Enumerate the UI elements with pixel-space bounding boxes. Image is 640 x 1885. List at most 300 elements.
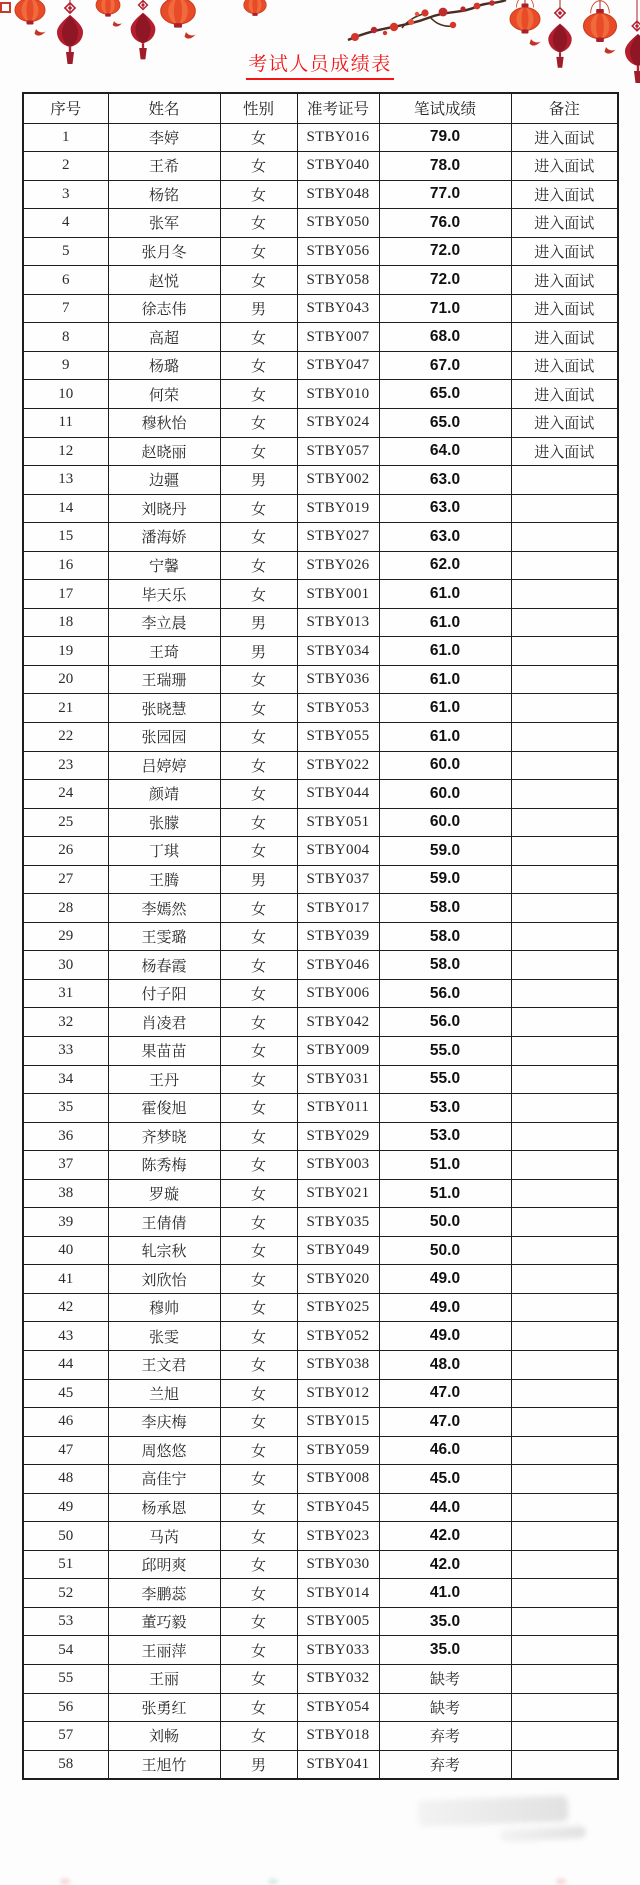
cell-name: 霍俊旭	[108, 1094, 220, 1123]
cell-index: 24	[23, 780, 108, 809]
cell-index: 19	[23, 637, 108, 666]
cell-remark: 进入面试	[511, 408, 618, 437]
cell-index: 10	[23, 380, 108, 409]
header-index: 序号	[23, 93, 108, 123]
cell-gender: 女	[220, 1008, 297, 1037]
table-row	[23, 922, 618, 951]
cell-remark	[511, 979, 618, 1008]
cell-name: 毕天乐	[108, 580, 220, 609]
cell-name: 王腾	[108, 865, 220, 894]
cell-exam-id: STBY033	[297, 1636, 379, 1665]
cell-remark	[511, 1322, 618, 1351]
cell-gender: 女	[220, 751, 297, 780]
cell-score: 64.0	[379, 437, 511, 466]
cell-exam-id: STBY026	[297, 551, 379, 580]
table-row	[23, 1408, 618, 1437]
cell-gender: 女	[220, 1122, 297, 1151]
table-row	[23, 1351, 618, 1380]
cell-index: 47	[23, 1436, 108, 1465]
cell-remark: 进入面试	[511, 437, 618, 466]
cell-gender: 女	[220, 523, 297, 552]
table-row	[23, 1008, 618, 1037]
cell-index: 58	[23, 1750, 108, 1779]
cell-index: 16	[23, 551, 108, 580]
cell-name: 吕婷婷	[108, 751, 220, 780]
cell-exam-id: STBY013	[297, 608, 379, 637]
cell-name: 肖凌君	[108, 1008, 220, 1037]
knot-fragment-icon	[1, 3, 10, 12]
cell-index: 57	[23, 1722, 108, 1751]
cell-name: 张园园	[108, 722, 220, 751]
cell-remark: 进入面试	[511, 209, 618, 238]
cell-exam-id: STBY048	[297, 180, 379, 209]
cell-score: 44.0	[379, 1493, 511, 1522]
table-row	[23, 1579, 618, 1608]
table-row	[23, 1151, 618, 1180]
cell-exam-id: STBY039	[297, 922, 379, 951]
cell-exam-id: STBY051	[297, 808, 379, 837]
cell-remark	[511, 523, 618, 552]
cell-index: 33	[23, 1037, 108, 1066]
table-row	[23, 1094, 618, 1123]
cell-remark	[511, 865, 618, 894]
cell-remark	[511, 1607, 618, 1636]
cell-exam-id: STBY049	[297, 1236, 379, 1265]
cell-remark	[511, 1236, 618, 1265]
cell-remark	[511, 1379, 618, 1408]
table-row	[23, 637, 618, 666]
cell-index: 37	[23, 1151, 108, 1180]
cell-name: 潘海娇	[108, 523, 220, 552]
table-row	[23, 1636, 618, 1665]
cell-gender: 女	[220, 323, 297, 352]
cell-remark: 进入面试	[511, 237, 618, 266]
cell-gender: 女	[220, 1693, 297, 1722]
cell-exam-id: STBY043	[297, 294, 379, 323]
cell-exam-id: STBY016	[297, 123, 379, 152]
cell-gender: 女	[220, 1550, 297, 1579]
cell-name: 李庆梅	[108, 1408, 220, 1437]
cell-score: 弃考	[379, 1750, 511, 1779]
cell-name: 高超	[108, 323, 220, 352]
cell-index: 35	[23, 1094, 108, 1123]
cell-score: 77.0	[379, 180, 511, 209]
cell-name: 颜靖	[108, 780, 220, 809]
cell-score: 78.0	[379, 152, 511, 181]
cell-gender: 女	[220, 408, 297, 437]
cell-gender: 女	[220, 1065, 297, 1094]
cell-name: 杨铭	[108, 180, 220, 209]
table-row	[23, 1293, 618, 1322]
cell-exam-id: STBY034	[297, 637, 379, 666]
cell-index: 42	[23, 1293, 108, 1322]
cell-index: 53	[23, 1607, 108, 1636]
page-title: 考试人员成绩表	[246, 49, 394, 80]
cell-gender: 女	[220, 1322, 297, 1351]
cell-index: 12	[23, 437, 108, 466]
cell-remark	[511, 780, 618, 809]
cell-name: 张勇红	[108, 1693, 220, 1722]
cell-exam-id: STBY008	[297, 1465, 379, 1494]
cell-index: 6	[23, 266, 108, 295]
cell-name: 杨璐	[108, 351, 220, 380]
cell-index: 31	[23, 979, 108, 1008]
table-row	[23, 1037, 618, 1066]
table-row	[23, 323, 618, 352]
table-row	[23, 1265, 618, 1294]
scan-smudge	[500, 1826, 587, 1842]
table-row	[23, 1522, 618, 1551]
cell-gender: 女	[220, 837, 297, 866]
cell-remark	[511, 1351, 618, 1380]
cell-gender: 女	[220, 1636, 297, 1665]
cell-remark	[511, 1265, 618, 1294]
cell-name: 李嫣然	[108, 894, 220, 923]
cell-gender: 女	[220, 951, 297, 980]
cell-score: 63.0	[379, 466, 511, 495]
cell-exam-id: STBY027	[297, 523, 379, 552]
cell-gender: 女	[220, 808, 297, 837]
table-row	[23, 209, 618, 238]
cell-score: 49.0	[379, 1265, 511, 1294]
cell-score: 72.0	[379, 237, 511, 266]
cell-name: 王旭竹	[108, 1750, 220, 1779]
cell-exam-id: STBY006	[297, 979, 379, 1008]
cell-name: 邱明爽	[108, 1550, 220, 1579]
cell-score: 61.0	[379, 694, 511, 723]
cell-score: 79.0	[379, 123, 511, 152]
header-score: 笔试成绩	[379, 93, 511, 123]
cell-remark	[511, 1579, 618, 1608]
cell-exam-id: STBY032	[297, 1665, 379, 1694]
cell-index: 25	[23, 808, 108, 837]
cell-remark: 进入面试	[511, 351, 618, 380]
table-row	[23, 1550, 618, 1579]
cell-exam-id: STBY045	[297, 1493, 379, 1522]
cell-exam-id: STBY029	[297, 1122, 379, 1151]
cell-gender: 男	[220, 294, 297, 323]
cell-name: 王倩倩	[108, 1208, 220, 1237]
cell-remark	[511, 922, 618, 951]
cell-remark	[511, 1693, 618, 1722]
cell-score: 58.0	[379, 922, 511, 951]
table-row	[23, 1065, 618, 1094]
cell-score: 65.0	[379, 380, 511, 409]
cell-name: 刘欣怡	[108, 1265, 220, 1294]
cell-exam-id: STBY035	[297, 1208, 379, 1237]
cell-index: 41	[23, 1265, 108, 1294]
cell-gender: 女	[220, 1436, 297, 1465]
cell-exam-id: STBY012	[297, 1379, 379, 1408]
cell-exam-id: STBY055	[297, 722, 379, 751]
table-row	[23, 466, 618, 495]
cell-remark	[511, 637, 618, 666]
cell-gender: 女	[220, 123, 297, 152]
cell-index: 18	[23, 608, 108, 637]
cell-exam-id: STBY023	[297, 1522, 379, 1551]
cell-exam-id: STBY053	[297, 694, 379, 723]
cell-score: 72.0	[379, 266, 511, 295]
cell-index: 55	[23, 1665, 108, 1694]
cell-gender: 女	[220, 1037, 297, 1066]
table-row	[23, 837, 618, 866]
table-row	[23, 294, 618, 323]
table-row	[23, 894, 618, 923]
cell-index: 30	[23, 951, 108, 980]
cell-exam-id: STBY054	[297, 1693, 379, 1722]
cell-score: 60.0	[379, 751, 511, 780]
cell-index: 38	[23, 1179, 108, 1208]
cell-remark	[511, 1151, 618, 1180]
table-row	[23, 1322, 618, 1351]
table-row	[23, 1179, 618, 1208]
cell-remark	[511, 1750, 618, 1779]
cell-exam-id: STBY025	[297, 1293, 379, 1322]
cell-remark	[511, 694, 618, 723]
plum-branch-icon	[348, 0, 506, 41]
cell-index: 2	[23, 152, 108, 181]
cell-name: 高佳宁	[108, 1465, 220, 1494]
cell-name: 边疆	[108, 466, 220, 495]
cell-score: 63.0	[379, 523, 511, 552]
score-table-header	[23, 93, 618, 123]
cell-remark	[511, 1493, 618, 1522]
header-exam-id: 准考证号	[297, 93, 379, 123]
cell-name: 王丹	[108, 1065, 220, 1094]
cell-remark	[511, 894, 618, 923]
cell-index: 54	[23, 1636, 108, 1665]
cell-remark	[511, 951, 618, 980]
cell-score: 60.0	[379, 780, 511, 809]
cell-score: 63.0	[379, 494, 511, 523]
table-row	[23, 1436, 618, 1465]
cell-score: 49.0	[379, 1322, 511, 1351]
table-row	[23, 351, 618, 380]
table-row	[23, 580, 618, 609]
cell-index: 28	[23, 894, 108, 923]
scan-speck	[556, 1879, 566, 1884]
cell-exam-id: STBY021	[297, 1179, 379, 1208]
cell-gender: 女	[220, 152, 297, 181]
cell-gender: 女	[220, 922, 297, 951]
cell-remark	[511, 1122, 618, 1151]
table-row	[23, 1665, 618, 1694]
cell-remark	[511, 1636, 618, 1665]
scan-smudge	[418, 1795, 569, 1826]
cell-name: 李立晨	[108, 608, 220, 637]
cell-score: 61.0	[379, 722, 511, 751]
cell-score: 67.0	[379, 351, 511, 380]
cell-name: 兰旭	[108, 1379, 220, 1408]
cell-gender: 女	[220, 1179, 297, 1208]
cell-remark	[511, 608, 618, 637]
cell-exam-id: STBY038	[297, 1351, 379, 1380]
table-row	[23, 152, 618, 181]
score-table-body	[23, 123, 618, 1779]
cell-index: 44	[23, 1351, 108, 1380]
cell-gender: 女	[220, 722, 297, 751]
cell-exam-id: STBY002	[297, 466, 379, 495]
cell-index: 14	[23, 494, 108, 523]
cell-score: 51.0	[379, 1151, 511, 1180]
cell-gender: 女	[220, 580, 297, 609]
cell-exam-id: STBY007	[297, 323, 379, 352]
cell-remark: 进入面试	[511, 380, 618, 409]
cell-name: 丁琪	[108, 837, 220, 866]
cell-name: 王丽	[108, 1665, 220, 1694]
cell-exam-id: STBY030	[297, 1550, 379, 1579]
cell-name: 轧宗秋	[108, 1236, 220, 1265]
cell-name: 张月冬	[108, 237, 220, 266]
cell-exam-id: STBY009	[297, 1037, 379, 1066]
cell-name: 赵悦	[108, 266, 220, 295]
cell-index: 27	[23, 865, 108, 894]
cell-index: 43	[23, 1322, 108, 1351]
cell-exam-id: STBY001	[297, 580, 379, 609]
cell-gender: 女	[220, 1665, 297, 1694]
cell-score: 42.0	[379, 1522, 511, 1551]
cell-score: 59.0	[379, 865, 511, 894]
cell-index: 50	[23, 1522, 108, 1551]
cell-remark: 进入面试	[511, 323, 618, 352]
cell-gender: 女	[220, 1151, 297, 1180]
cell-score: 35.0	[379, 1636, 511, 1665]
table-row	[23, 1493, 618, 1522]
cell-index: 7	[23, 294, 108, 323]
cell-name: 王雯璐	[108, 922, 220, 951]
cell-score: 55.0	[379, 1065, 511, 1094]
cell-index: 46	[23, 1408, 108, 1437]
cell-index: 1	[23, 123, 108, 152]
cell-gender: 女	[220, 694, 297, 723]
cell-score: 50.0	[379, 1236, 511, 1265]
cell-score: 53.0	[379, 1094, 511, 1123]
cell-gender: 男	[220, 637, 297, 666]
cell-index: 20	[23, 665, 108, 694]
cell-gender: 女	[220, 180, 297, 209]
cell-remark: 进入面试	[511, 266, 618, 295]
cell-gender: 男	[220, 608, 297, 637]
cell-score: 71.0	[379, 294, 511, 323]
cell-index: 29	[23, 922, 108, 951]
cell-exam-id: STBY047	[297, 351, 379, 380]
cell-index: 34	[23, 1065, 108, 1094]
page-title-container	[0, 49, 640, 80]
cell-name: 宁馨	[108, 551, 220, 580]
cell-score: 58.0	[379, 951, 511, 980]
cell-name: 穆秋怡	[108, 408, 220, 437]
table-row	[23, 751, 618, 780]
cell-gender: 女	[220, 1465, 297, 1494]
cell-score: 51.0	[379, 1179, 511, 1208]
cell-exam-id: STBY057	[297, 437, 379, 466]
cell-gender: 女	[220, 1722, 297, 1751]
cell-gender: 女	[220, 1522, 297, 1551]
cell-score: 47.0	[379, 1408, 511, 1437]
table-row	[23, 1607, 618, 1636]
cell-remark	[511, 751, 618, 780]
cell-index: 52	[23, 1579, 108, 1608]
table-row	[23, 408, 618, 437]
cell-score: 48.0	[379, 1351, 511, 1380]
cell-gender: 女	[220, 351, 297, 380]
cell-index: 17	[23, 580, 108, 609]
cell-exam-id: STBY037	[297, 865, 379, 894]
cell-index: 51	[23, 1550, 108, 1579]
table-row	[23, 1693, 618, 1722]
table-row	[23, 437, 618, 466]
cell-exam-id: STBY019	[297, 494, 379, 523]
cell-index: 3	[23, 180, 108, 209]
cell-gender: 女	[220, 266, 297, 295]
cell-exam-id: STBY017	[297, 894, 379, 923]
cell-remark	[511, 1008, 618, 1037]
cell-exam-id: STBY004	[297, 837, 379, 866]
table-row	[23, 1379, 618, 1408]
cell-remark	[511, 1436, 618, 1465]
cell-index: 23	[23, 751, 108, 780]
cell-name: 王丽萍	[108, 1636, 220, 1665]
cell-remark	[511, 1722, 618, 1751]
cell-score: 62.0	[379, 551, 511, 580]
table-row	[23, 1122, 618, 1151]
cell-name: 杨承恩	[108, 1493, 220, 1522]
cell-score: 53.0	[379, 1122, 511, 1151]
table-row	[23, 808, 618, 837]
cell-name: 张晓慧	[108, 694, 220, 723]
cell-index: 5	[23, 237, 108, 266]
cell-remark	[511, 837, 618, 866]
cell-name: 王瑞珊	[108, 665, 220, 694]
cell-gender: 女	[220, 894, 297, 923]
cell-index: 45	[23, 1379, 108, 1408]
cell-remark	[511, 1465, 618, 1494]
table-row	[23, 865, 618, 894]
table-row	[23, 780, 618, 809]
scan-speck	[268, 1879, 278, 1884]
cell-exam-id: STBY015	[297, 1408, 379, 1437]
cell-exam-id: STBY010	[297, 380, 379, 409]
cell-gender: 女	[220, 437, 297, 466]
header-name: 姓名	[108, 93, 220, 123]
cell-index: 36	[23, 1122, 108, 1151]
cell-gender: 女	[220, 1265, 297, 1294]
cell-score: 58.0	[379, 894, 511, 923]
cell-remark	[511, 808, 618, 837]
cell-index: 39	[23, 1208, 108, 1237]
cell-score: 61.0	[379, 608, 511, 637]
table-row	[23, 180, 618, 209]
cell-name: 赵晓丽	[108, 437, 220, 466]
cell-gender: 女	[220, 494, 297, 523]
cell-exam-id: STBY018	[297, 1722, 379, 1751]
cell-name: 周悠悠	[108, 1436, 220, 1465]
cell-gender: 女	[220, 1408, 297, 1437]
table-row	[23, 523, 618, 552]
cell-index: 15	[23, 523, 108, 552]
cell-index: 8	[23, 323, 108, 352]
cell-exam-id: STBY042	[297, 1008, 379, 1037]
cell-score: 76.0	[379, 209, 511, 238]
cell-remark	[511, 1208, 618, 1237]
cell-score: 59.0	[379, 837, 511, 866]
score-table	[22, 92, 619, 1780]
cell-name: 罗璇	[108, 1179, 220, 1208]
cell-gender: 女	[220, 1607, 297, 1636]
cell-name: 马芮	[108, 1522, 220, 1551]
cell-index: 9	[23, 351, 108, 380]
table-row	[23, 694, 618, 723]
